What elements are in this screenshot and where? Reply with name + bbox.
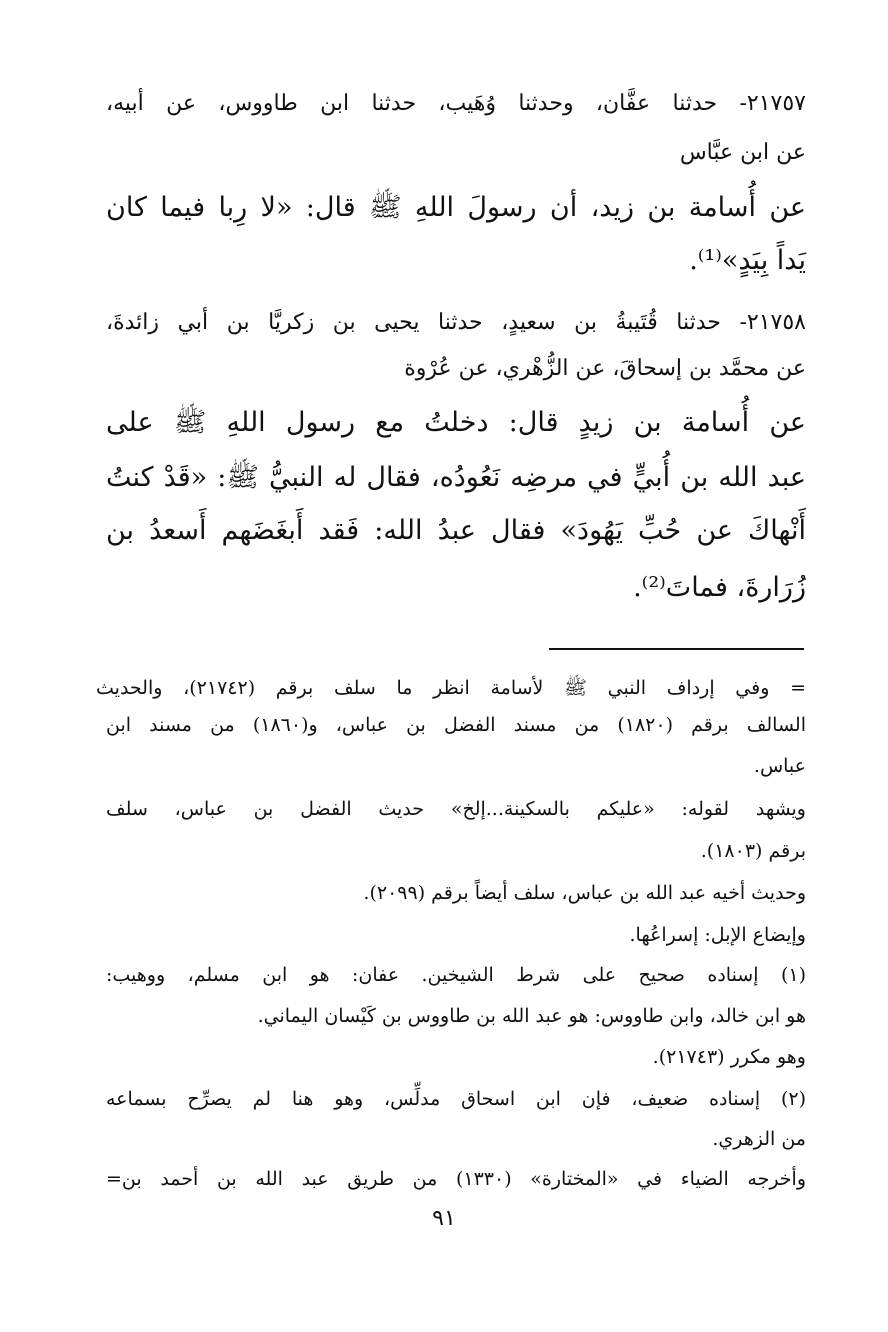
hadith-21758-matn-line-2: عبد الله بن أُبيٍّ في مرضِه نَعُودُه، فقال له النبيُّ ﷺ: «قَدْ كنتُ: [106, 462, 806, 493]
footnote-line-3: عباس.: [753, 755, 806, 777]
hadith-21758-isnad-line-2: عن محمَّد بن إسحاقَ، عن الزُّهْري، عن عُرْوة: [404, 356, 806, 381]
hadith-21757-matn-line-2: يَداً بِيَدٍ»⁽¹⁾.: [689, 245, 806, 276]
footnote-line-10: وهو مكرر (٢١٧٤٣).: [652, 1046, 806, 1068]
footnote-line-12: من الزهري.: [712, 1128, 806, 1150]
footnote-line-6: وحديث أخيه عبد الله بن عباس، سلف أيضاً برقم (٢٠٩٩).: [363, 882, 806, 904]
footnote-line-9: هو ابن خالد، وابن طاووس: هو عبد الله بن طاووس بن كَيْسان اليماني.: [257, 1005, 806, 1027]
footnote-line-13: وأخرجه الضياء في «المختارة» (١٣٣٠) من طريق عبد الله بن أحمد بن=: [106, 1168, 807, 1190]
footnote-separator: [549, 648, 804, 650]
hadith-21757-isnad-line-1: ٢١٧٥٧- حدثنا عفَّان، وحدثنا وُهَيب، حدثنا ابن طاووس، عن أبيه،: [106, 91, 806, 116]
hadith-21758-matn-line-4: زُرَارةَ، فماتَ⁽²⁾.: [633, 572, 806, 603]
hadith-21757-matn-line-1: عن أُسامة بن زيد، أن رسولَ اللهِ ﷺ قال: «لا رِبا فيما كان: [106, 192, 806, 223]
footnote-line-4: ويشهد لقوله: «عليكم بالسكينة...إلخ» حديث الفضل بن عباس، سلف: [106, 798, 806, 820]
hadith-21758-matn-line-3: أَنْهاكَ عن حُبِّ يَهُودَ» فقال عبدُ الله: فَقد أَبغَضَهم أَسعدُ بن: [106, 515, 806, 546]
footnote-line-11: (٢) إسناده ضعيف، فإن ابن اسحاق مدلِّس، وهو هنا لم يصرِّح بسماعه: [106, 1088, 806, 1110]
footnote-line-2: السالف برقم (١٨٢٠) من مسند الفضل بن عباس، و(١٨٦٠) من مسند ابن: [106, 714, 806, 736]
footnote-line-1: = وفي إرداف النبي ﷺ لأسامة انظر ما سلف برقم (٢١٧٤٢)، والحديث: [96, 677, 806, 699]
hadith-21758-isnad-line-1: ٢١٧٥٨- حدثنا قُتَيبةُ بن سعيدٍ، حدثنا يحيى بن زكريَّا بن أبي زائدةَ،: [106, 310, 806, 335]
page-number: ٩١: [432, 1206, 456, 1231]
footnote-line-8: (١) إسناده صحيح على شرط الشيخين. عفان: هو ابن مسلم، ووهيب:: [106, 964, 806, 986]
footnote-line-5: برقم (١٨٠٣).: [700, 840, 806, 862]
hadith-21758-matn-line-1: عن أُسامة بن زيدٍ قال: دخلتُ مع رسول اللهِ ﷺ على: [106, 407, 806, 438]
footnote-line-7: وإيضاع الإبل: إسراعُها.: [629, 924, 806, 946]
hadith-21757-isnad-line-2: عن ابن عبَّاس: [679, 140, 806, 165]
